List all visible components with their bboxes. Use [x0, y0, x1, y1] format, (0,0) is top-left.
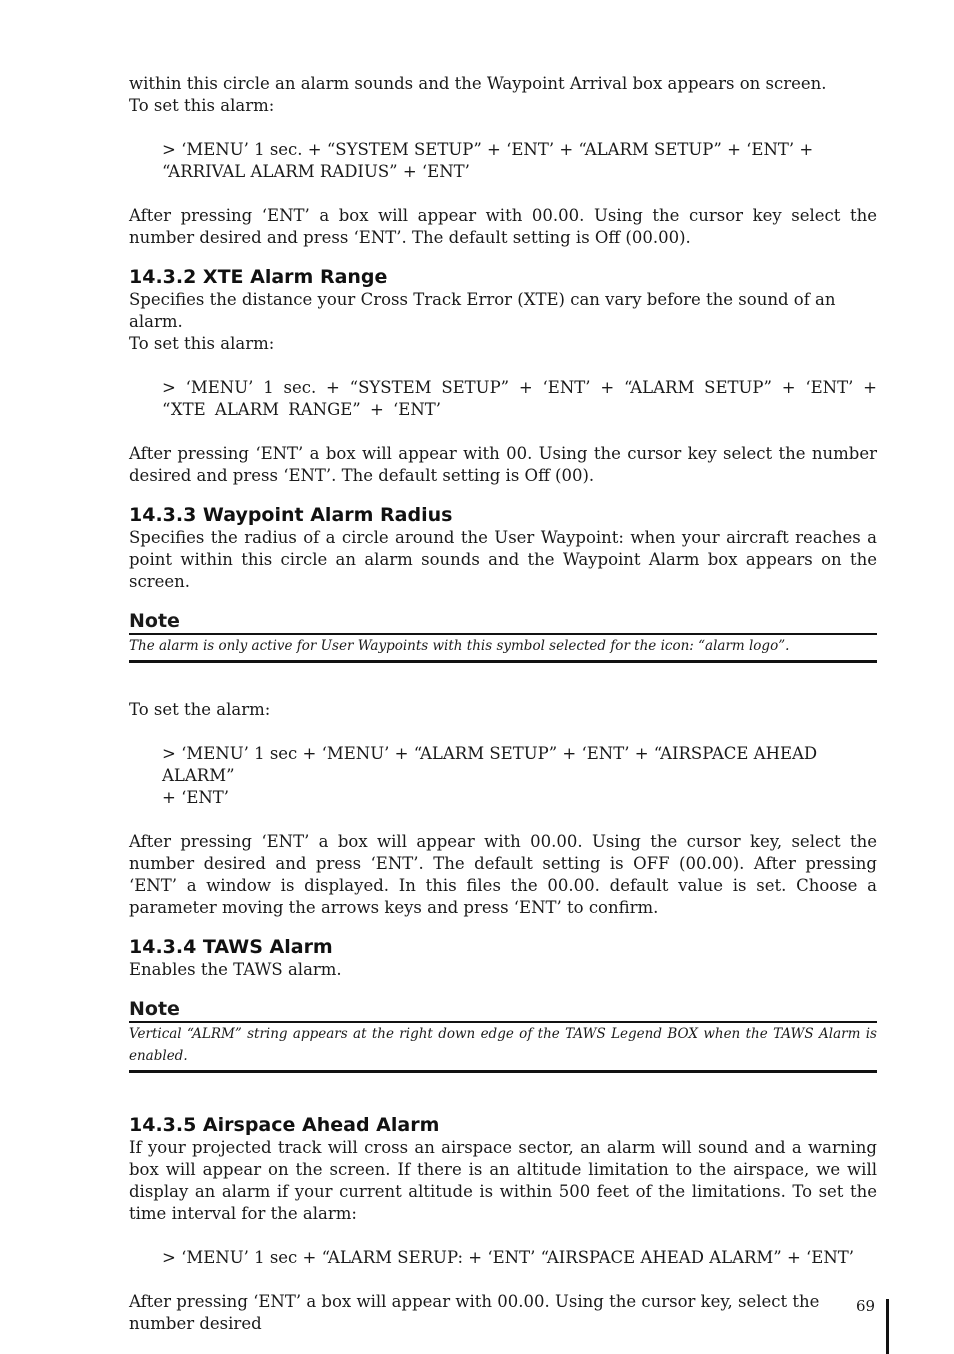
airspace-description: If your projected track will cross an airspace sector, an alarm will sound and a warning box will appear on the screen. If there is an altitude limitation to the airspace, we will display an alarm if your current altitude is within 500 feet of the limitations. To set the time interval for the alarm: — [129, 1138, 877, 1223]
waypoint-command-line-1: > ‘MENU’ 1 sec + ‘MENU’ + “ALARM SETUP” + ‘ENT’ + “AIRSPACE AHEAD ALARM” — [162, 744, 818, 785]
taws-heading: 14.3.4 TAWS Alarm — [129, 936, 333, 958]
waypoint-heading: 14.3.3 Waypoint Alarm Radius — [129, 504, 453, 526]
intro-line-2: To set this alarm: — [129, 96, 275, 115]
taws-description: Enables the TAWS alarm. — [129, 960, 342, 979]
taws-note-title: Note — [129, 997, 877, 1023]
page-edge-bar — [886, 1299, 889, 1354]
xte-description: Specifies the distance your Cross Track Error (XTE) can vary before the sound of an alarm. — [129, 290, 836, 331]
page-content — [129, 73, 877, 1335]
xte-set-label: To set this alarm: — [129, 334, 275, 353]
page-number: 69 — [856, 1297, 876, 1315]
xte-after: After pressing ‘ENT’ a box will appear with 00. Using the cursor key select the number desired and press ‘ENT’. The default setting is Off (00). — [129, 444, 877, 485]
waypoint-set-label: To set the alarm: — [129, 700, 271, 719]
taws-note-text: Vertical “ALRM” string appears at the right down edge of the TAWS Legend BOX when the TAWS Alarm is enabled. — [129, 1023, 877, 1073]
intro-line-1: within this circle an alarm sounds and the Waypoint Arrival box appears on screen. — [129, 74, 827, 93]
waypoint-note-text: The alarm is only active for User Waypoints with this symbol selected for the icon: “alarm logo”. — [129, 635, 877, 663]
intro-command: > ‘MENU’ 1 sec. + “SYSTEM SETUP” + ‘ENT’ + “ALARM SETUP” + ‘ENT’ + “ARRIVAL ALARM RADIUS” + ‘ENT’ — [162, 140, 814, 181]
airspace-after: After pressing ‘ENT’ a box will appear with 00.00. Using the cursor key, select the number desired — [129, 1292, 820, 1333]
waypoint-after: After pressing ‘ENT’ a box will appear with 00.00. Using the cursor key, select the number desired and press ‘ENT’. The default setting is OFF (00.00). After pressing ‘ENT’ a window is displayed. In this files the 00.00. default value is set. Choose a parameter moving the arrows keys and press ‘ENT’ to confirm. — [129, 832, 877, 917]
airspace-heading: 14.3.5 Airspace Ahead Alarm — [129, 1114, 440, 1136]
xte-command: > ‘MENU’ 1 sec. + “SYSTEM SETUP” + ‘ENT’ + “ALARM SETUP” + ‘ENT’ + “XTE ALARM RANGE” + ‘ENT’ — [162, 378, 877, 419]
waypoint-description: Specifies the radius of a circle around the User Waypoint: when your aircraft reaches a point within this circle an alarm sounds and the Waypoint Alarm box appears on the screen. — [129, 528, 877, 591]
airspace-command: > ‘MENU’ 1 sec + “ALARM SERUP: + ‘ENT’ “AIRSPACE AHEAD ALARM” + ‘ENT’ — [162, 1248, 855, 1267]
xte-heading: 14.3.2 XTE Alarm Range — [129, 266, 388, 288]
intro-after: After pressing ‘ENT’ a box will appear with 00.00. Using the cursor key select the number desired and press ‘ENT’. The default setting is Off (00.00). — [129, 206, 877, 247]
waypoint-note-title: Note — [129, 609, 877, 635]
waypoint-command-line-2: + ‘ENT’ — [162, 788, 230, 807]
